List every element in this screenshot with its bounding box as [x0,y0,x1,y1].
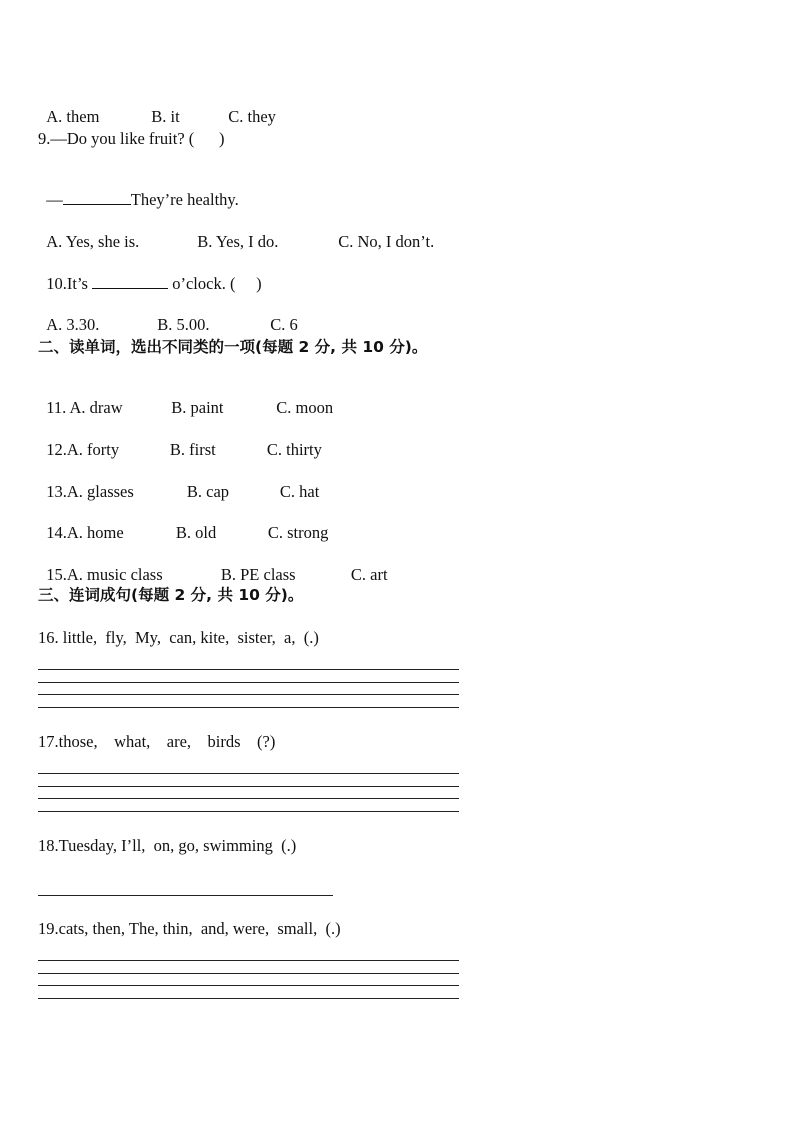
q11-option-c: C. moon [276,398,334,417]
q10-suffix: o’clock. ( ) [168,274,262,293]
q10-option-a: A. 3.30. [46,315,100,334]
q13-option-a: A. glasses [66,482,134,501]
q15-number: 15. [46,565,67,584]
q13-number: 13. [46,482,67,501]
q10-option-b: B. 5.00. [157,315,210,334]
q14-option-c: C. strong [267,523,329,542]
q17-answer-line[interactable] [38,773,459,774]
q9-answer-line [38,170,239,210]
q19-answer-line[interactable] [38,985,459,986]
q16-answer-line[interactable] [38,694,459,695]
q12-option-b: B. first [169,440,216,459]
q9-option-b: B. Yes, I do. [197,232,279,251]
q19-answer-line[interactable] [38,973,459,974]
q11-row [38,378,333,418]
q18-prompt: 18.Tuesday, I’ll, on, go, swimming (.) [38,836,297,855]
q15-option-a: A. music class [66,565,163,584]
q10-answer-blank[interactable] [92,288,168,289]
q17-answer-line[interactable] [38,798,459,799]
section3-title: 三、连词成句(每题 2 分, 共 10 分)。 [38,586,304,604]
q11-option-b: B. paint [171,398,224,417]
q9-option-a: A. Yes, she is. [46,232,140,251]
q18-answer-line[interactable] [38,895,333,896]
q9-option-c: C. No, I don’t. [338,232,435,251]
q12-option-a: A. forty [66,440,120,459]
q17-answer-line[interactable] [38,811,459,812]
q13-option-b: B. cap [186,482,230,501]
q19-answer-line[interactable] [38,998,459,999]
q12-option-c: C. thirty [266,440,322,459]
q15-option-c: C. art [350,565,388,584]
q19-prompt: 19.cats, then, The, thin, and, were, small, (.) [38,919,341,938]
q9-answer-prefix: — [46,190,63,209]
q16-answer-line[interactable] [38,669,459,670]
q11-number: 11. [46,398,67,417]
q12-row [38,420,322,460]
q14-option-a: A. home [66,523,124,542]
q17-answer-line[interactable] [38,786,459,787]
q14-number: 14. [46,523,67,542]
q10-question [38,254,262,294]
q10-option-c: C. 6 [270,315,298,334]
q15-option-b: B. PE class [220,565,296,584]
q10-options [38,295,298,335]
q16-prompt: 16. little, fly, My, can, kite, sister, a, (.) [38,628,319,647]
section2-title: 二、读单词，选出不同类的一项(每题 2 分, 共 10 分)。 [38,338,428,356]
q14-row [38,503,328,543]
q9-answer-blank[interactable] [63,204,131,205]
q11-option-a: A. draw [66,398,123,417]
q19-answer-line[interactable] [38,960,459,961]
q10-prefix: 10.It’s [46,274,93,293]
q8-option-c: C. they [228,107,276,126]
q17-prompt: 17.those, what, are, birds (?) [38,732,276,751]
q8-option-b: B. it [151,107,180,126]
q9-options [38,212,434,252]
q13-row [38,462,319,502]
q8-option-a: A. them [46,107,100,126]
q14-option-b: B. old [175,523,217,542]
q15-row [38,545,388,585]
q9-answer-suffix: They’re healthy. [130,190,239,209]
q16-answer-line[interactable] [38,707,459,708]
q8-options [38,87,276,127]
q16-answer-line[interactable] [38,682,459,683]
q13-option-c: C. hat [279,482,320,501]
q9-question: 9.—Do you like fruit? ( ) [38,129,225,148]
q12-number: 12. [46,440,67,459]
